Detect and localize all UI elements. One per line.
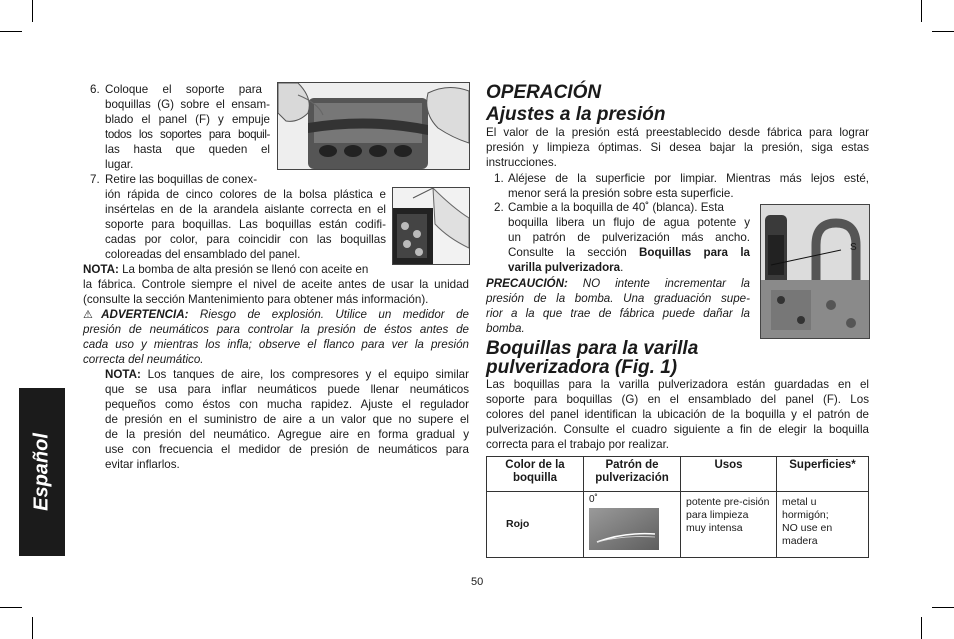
warning-icon: ⚠	[83, 309, 102, 321]
text-line: colores del panel identifican la ubicación de la boquilla y el patrón de	[486, 408, 869, 421]
text-line: correcta para el trabajo por realizar.	[486, 438, 670, 451]
step-number: 6.	[90, 83, 100, 96]
spray-pattern-cell	[584, 492, 681, 558]
subsection-heading: pulverizadora (Fig. 1)	[486, 357, 678, 378]
pump-figure	[760, 204, 870, 339]
text-line: cada uso y mientras los infla; observe el flanco para ver la presión	[83, 338, 469, 351]
nozzle-surfaces	[777, 492, 869, 558]
crop-mark	[0, 31, 22, 32]
text-line: bomba.	[486, 322, 525, 335]
text-line: coloreadas del ensamblado del panel.	[105, 248, 301, 261]
text-line: boquillas (G) sobre el ensam-	[105, 98, 270, 111]
text-line: Las boquillas para la varilla pulverizadora están guardadas en el	[486, 378, 869, 391]
crop-mark	[932, 31, 954, 32]
surface-line: metal u hormigón;	[782, 496, 829, 521]
crop-mark	[921, 0, 922, 22]
section-reference: varilla pulverizadora	[508, 261, 621, 274]
column-header: Superficies*	[777, 457, 869, 492]
spray-angle: 0˚	[589, 494, 598, 505]
text-line: use con frecuencia el medidor de presión de neumáticos para	[105, 443, 469, 456]
nota-label: NOTA:	[83, 263, 119, 276]
section-reference: Boquillas para la	[639, 246, 750, 259]
table-row	[487, 492, 869, 558]
text-line: las hasta que queden el	[105, 143, 270, 156]
advertencia-line	[83, 307, 469, 323]
column-header: Usos	[681, 457, 777, 492]
subsection-heading: Ajustes a la presión	[486, 104, 666, 125]
language-tab	[19, 388, 65, 556]
text-line: El valor de la presión está preestablecido desde fábrica para lograr	[486, 126, 869, 139]
text-line: .	[620, 261, 624, 274]
nozzle-insert-figure	[392, 187, 470, 265]
text-line: un patrón de pulverización más ancho.	[508, 231, 750, 244]
text-line: blado el panel (F) y empuje	[105, 113, 270, 126]
precaucion-line	[486, 276, 750, 291]
column-header: Color de la boquilla	[487, 457, 584, 492]
text-line	[508, 245, 750, 260]
nota-line	[83, 262, 368, 277]
text-line: pulverización. Consulte el cuadro siguiente a fin de elegir la boquilla	[486, 423, 869, 436]
text-line: NO intente incrementar la	[582, 277, 750, 290]
text-line: la fábrica. Controle siempre el nivel de aceite antes de usar la unidad	[83, 278, 469, 291]
precaucion-label: PRECAUCIÓN:	[486, 277, 568, 290]
text-line: Retire las boquillas de conex-	[105, 173, 258, 186]
crop-mark	[932, 607, 954, 608]
nota-line	[105, 367, 469, 382]
text-line: presión de la bomba. Una graduación supe-	[486, 292, 750, 305]
text-line: rior a la que trae de fábrica puede dañar la	[486, 307, 750, 320]
spray-pattern-icon	[589, 508, 659, 550]
text-line: presión y limpieza óptimas. Si desea bajar la presión, siga estas	[486, 141, 869, 154]
text-line: cadas por color, para coincidir con las boquillas	[105, 233, 386, 246]
column-header: Patrón de pulverización	[584, 457, 681, 492]
text-line: boquilla libera un flujo de agua potente y	[508, 216, 750, 229]
crop-mark	[0, 607, 22, 608]
nozzle-table	[486, 456, 869, 558]
text-line: correcta del neumático.	[83, 353, 204, 366]
text-line: insértelas en de la arandela aislante correcta en el	[105, 203, 386, 216]
text-line: todos los soportes para boquil-	[105, 128, 270, 141]
text-line	[508, 260, 623, 275]
step-number: 7.	[90, 173, 100, 186]
advertencia-label: ADVERTENCIA:	[101, 308, 189, 321]
nozzle-color: Rojo	[487, 492, 584, 558]
text-line: Cambie a la boquilla de 40˚ (blanca). Esta	[508, 201, 724, 214]
crop-mark	[32, 617, 33, 639]
nozzle-holder-figure	[277, 82, 470, 170]
surface-line: NO use en madera	[782, 522, 833, 547]
section-heading: OPERACIÓN	[486, 82, 602, 103]
text-line: de presión en el suministro de aire a un valor que no supere el	[105, 413, 469, 426]
table-header-row	[487, 457, 869, 492]
language-tab-label: Español	[30, 433, 53, 511]
nozzle-uses: potente pre-cisión para limpieza muy intensa	[681, 492, 777, 558]
text-line: instrucciones.	[486, 156, 557, 169]
text-line: Consulte la sección	[508, 246, 627, 259]
text-line: presión de neumáticos para controlar la presión de éstos antes de	[83, 323, 469, 336]
text-line: evitar inflarlos.	[105, 458, 180, 471]
text-line: Los tanques de aire, los compresores y el equipo similar	[147, 368, 469, 381]
text-line: que se usa para inflar neumáticos puede llenar neumáticos	[105, 383, 469, 396]
figure-callout: S	[850, 242, 857, 253]
text-line: soporte para boquillas (G) en el ensamblado del panel (F). Los	[486, 393, 869, 406]
text-line: lugar.	[105, 158, 134, 171]
text-line: ión rápida de cinco colores de la bolsa plástica e	[105, 188, 386, 201]
text-line: Coloque el soporte para	[105, 83, 262, 96]
text-line: menor será la presión sobre esta superficie.	[508, 187, 734, 200]
text-line: Riesgo de explosión. Utilice un medidor de	[199, 308, 469, 321]
text-line: Aléjese de la superficie por limpiar. Mientras más lejos esté,	[508, 172, 869, 185]
page-number: 50	[471, 576, 484, 588]
text-line: (consulte la sección Mantenimiento para obtener más información).	[83, 293, 429, 306]
text-line: de la presión del neumático. Agregue aire en forma gradual y	[105, 428, 469, 441]
step-number: 2.	[494, 201, 504, 214]
text-line: pequeños como éstos con mucha rapidez. Ajuste el regulador	[105, 398, 469, 411]
crop-mark	[921, 617, 922, 639]
nota-label: NOTA:	[105, 368, 141, 381]
text-line: soporte para boquillas. Las boquillas están codifi-	[105, 218, 386, 231]
step-number: 1.	[494, 172, 504, 185]
text-line: La bomba de alta presión se llenó con aceite en	[122, 263, 369, 276]
subsection-heading: Boquillas para la varilla	[486, 338, 699, 359]
crop-mark	[32, 0, 33, 22]
